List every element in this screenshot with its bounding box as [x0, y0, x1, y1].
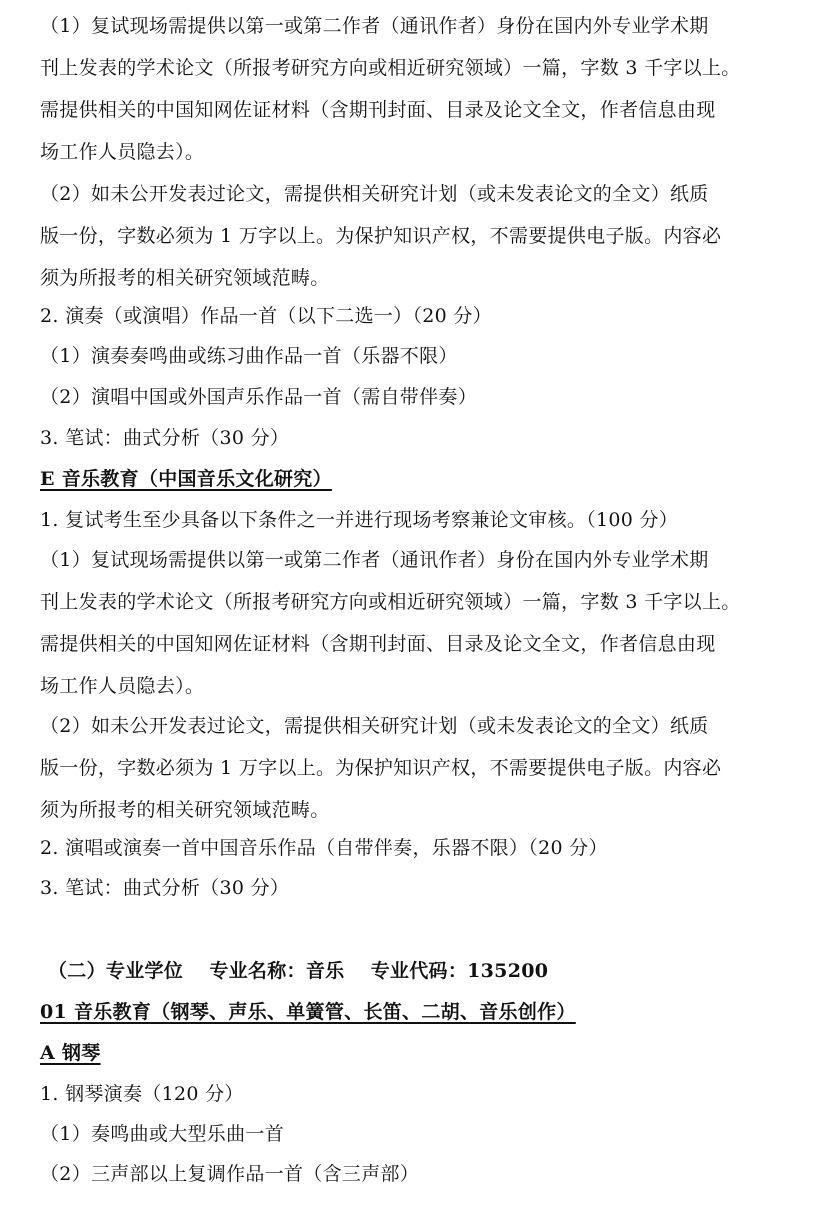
- paragraph-line: 2. 演奏（或演唱）作品一首（以下二选一）（20 分）: [40, 305, 492, 327]
- paragraph-line: 需提供相关的中国知网佐证材料（含期刊封面、目录及论文全文，作者信息由现: [40, 633, 716, 655]
- paragraph-line: （2）演唱中国或外国声乐作品一首（需自带伴奏）: [40, 386, 477, 408]
- paragraph-line: （1）演奏奏鸣曲或练习曲作品一首（乐器不限）: [40, 345, 458, 367]
- paragraph-line: （1）复试现场需提供以第一或第二作者（通讯作者）身份在国内外专业学术期: [40, 549, 709, 571]
- paragraph-line: 版一份，字数必须为 1 万字以上。为保护知识产权，不需要提供电子版。内容必: [40, 757, 722, 779]
- paragraph-line: 1. 复试考生至少具备以下条件之一并进行现场考察兼论文审核。（100 分）: [40, 509, 679, 531]
- paragraph-line: 须为所报考的相关研究领域范畴。: [40, 267, 330, 289]
- paragraph-line: 需提供相关的中国知网佐证材料（含期刊封面、目录及论文全文，作者信息由现: [40, 99, 716, 121]
- paragraph-line: 场工作人员隐去）。: [40, 141, 205, 163]
- paragraph-line: 3. 笔试：曲式分析（30 分）: [40, 877, 290, 899]
- paragraph-line: 1. 钢琴演奏（120 分）: [40, 1083, 244, 1105]
- degree-info-heading: （二）专业学位 专业名称：音乐 专业代码：135200: [48, 960, 549, 982]
- paragraph-line: 场工作人员隐去）。: [40, 675, 205, 697]
- paragraph-line: 须为所报考的相关研究领域范畴。: [40, 799, 330, 821]
- paragraph-line: （1）奏鸣曲或大型乐曲一首: [40, 1123, 284, 1145]
- paragraph-line: 版一份，字数必须为 1 万字以上。为保护知识产权，不需要提供电子版。内容必: [40, 225, 722, 247]
- paragraph-line: 2. 演唱或演奏一首中国音乐作品（自带伴奏，乐器不限）（20 分）: [40, 837, 608, 859]
- paragraph-line: 3. 笔试：曲式分析（30 分）: [40, 427, 290, 449]
- section-heading: 01 音乐教育（钢琴、声乐、单簧管、长笛、二胡、音乐创作）: [40, 1001, 576, 1023]
- paragraph-line: （2）如未公开发表过论文，需提供相关研究计划（或未发表论文的全文）纸质: [40, 183, 709, 205]
- paragraph-line: 刊上发表的学术论文（所报考研究方向或相近研究领域）一篇，字数 3 千字以上。: [40, 57, 741, 79]
- paragraph-line: （1）复试现场需提供以第一或第二作者（通讯作者）身份在国内外专业学术期: [40, 15, 709, 37]
- paragraph-line: （2）三声部以上复调作品一首（含三声部）: [40, 1163, 420, 1185]
- paragraph-line: （2）如未公开发表过论文，需提供相关研究计划（或未发表论文的全文）纸质: [40, 715, 709, 737]
- subsection-heading: A 钢琴: [40, 1042, 101, 1064]
- paragraph-line: 刊上发表的学术论文（所报考研究方向或相近研究领域）一篇，字数 3 千字以上。: [40, 591, 741, 613]
- section-heading: E 音乐教育（中国音乐文化研究）: [40, 468, 332, 490]
